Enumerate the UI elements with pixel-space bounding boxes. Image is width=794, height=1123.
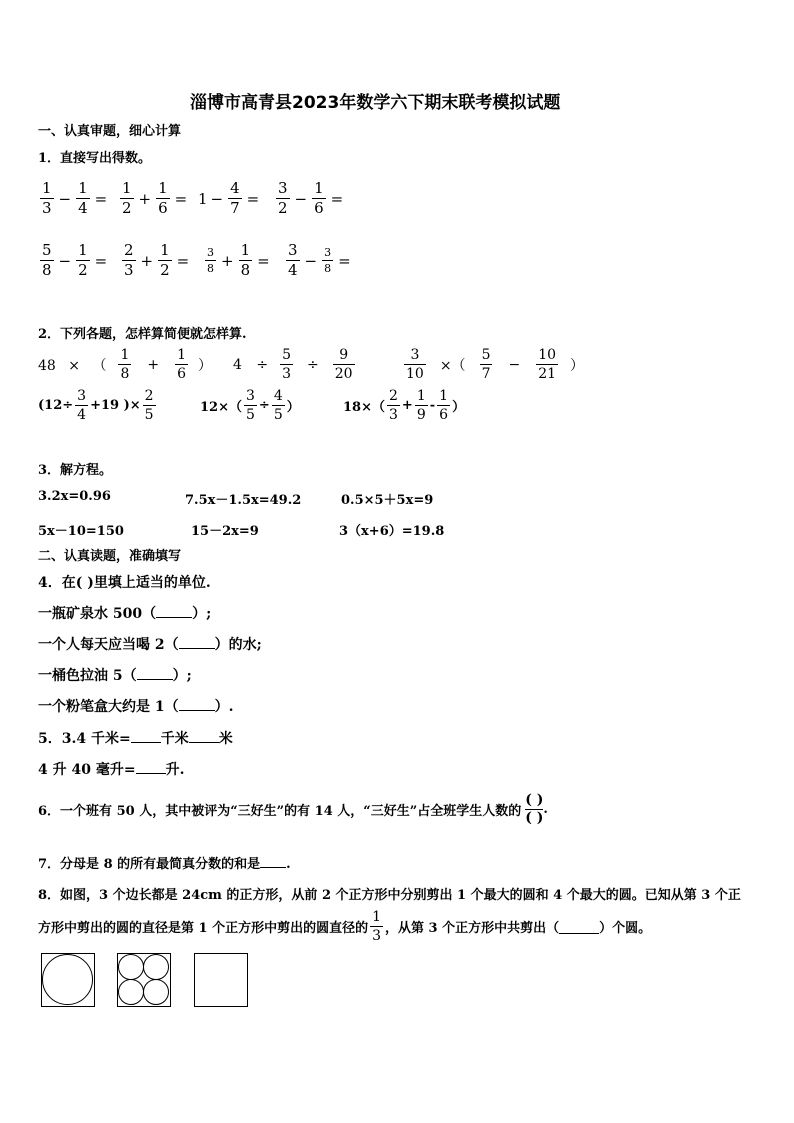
lead-number: 1 (198, 189, 208, 208)
num: 3 (288, 241, 298, 259)
q5-text: 5．3.4 千米= (38, 731, 131, 747)
den: 2 (122, 199, 132, 217)
answer-blank[interactable] (179, 697, 215, 711)
num: 1 (177, 347, 187, 363)
num: 9 (339, 347, 349, 363)
den: 6 (439, 407, 449, 423)
den: 4 (78, 199, 88, 217)
equals: = (94, 251, 108, 270)
operator: + (138, 189, 152, 208)
equals: = (174, 189, 188, 208)
equation: 5x－10=150 (38, 524, 124, 539)
operator: − (210, 189, 224, 208)
equation: 3.2x=0.96 (38, 489, 111, 504)
expr-mid: ×（ (439, 357, 466, 374)
q1-label: 1．直接写出得数。 (38, 151, 152, 166)
num: 10 (538, 347, 557, 363)
num: 1 (122, 179, 132, 197)
num: 3 (324, 246, 332, 259)
den: 8 (120, 366, 130, 382)
expr-tail: ） (198, 357, 213, 374)
num: 1 (160, 241, 170, 259)
fraction-numerator-blank: ( ) (525, 792, 544, 808)
num: 2 (124, 241, 134, 259)
num: 3 (77, 388, 87, 404)
square-four-circles (117, 953, 171, 1007)
q2-e5 (200, 389, 300, 422)
q8-text: ，从第 3 个正方形中共剪出（ (385, 921, 560, 936)
q1-r2-e4 (284, 243, 354, 278)
q4-line (38, 696, 234, 716)
line-prefix: 一瓶矿泉水 500（ (38, 606, 157, 622)
expr-lead: 18×（ (343, 400, 385, 415)
equals: = (338, 251, 351, 270)
den: 5 (273, 407, 283, 423)
q1-r2-e3 (203, 243, 273, 278)
operator: − (304, 251, 318, 270)
q7 (38, 853, 291, 872)
q2-e3 (402, 348, 584, 381)
num: 5 (42, 241, 52, 259)
den: 2 (160, 261, 170, 279)
equals: = (94, 189, 108, 208)
answer-blank[interactable] (559, 920, 599, 934)
q1-r2-e2 (120, 243, 192, 278)
num: 2 (144, 388, 154, 404)
q2-e2 (233, 348, 357, 381)
equals: = (246, 189, 260, 208)
section-2-heading: 二、认真读题，准确填写 (38, 549, 182, 564)
den: 5 (144, 407, 154, 423)
fraction-blank[interactable] (525, 792, 543, 826)
den: 4 (77, 407, 87, 423)
q5-text: 4 升 40 毫升= (38, 762, 136, 778)
operator: - (429, 398, 436, 413)
operator: + (147, 356, 160, 373)
q8-line-1: 8．如图，3 个边长都是 24cm 的正方形，从前 2 个正方形中分别剪出 1 个最大的圆和 4 个最大的圆。已知从第 3 个正 (38, 888, 741, 903)
expr-tail: ） (452, 400, 466, 415)
den: 6 (158, 199, 168, 217)
q1-r1-e4 (274, 181, 346, 216)
q6 (38, 792, 548, 826)
num: 1 (416, 388, 426, 404)
q2-e1 (38, 348, 212, 381)
equals: = (330, 189, 344, 208)
num: 3 (410, 347, 420, 363)
square-empty (194, 953, 248, 1007)
q1-r1-e2 (118, 181, 190, 216)
num: 5 (282, 347, 292, 363)
den: 4 (288, 261, 298, 279)
q1-r1-e1 (38, 181, 110, 216)
q1-r1-e3 (198, 181, 262, 216)
q8-line-2 (38, 910, 651, 943)
num: 4 (273, 388, 283, 404)
answer-blank[interactable] (137, 666, 173, 680)
den: 8 (240, 261, 251, 279)
operator: − (58, 251, 72, 270)
q7-text: 7．分母是 8 的所有最简真分数的和是 (38, 857, 261, 872)
den: 8 (42, 261, 52, 279)
line-suffix: ）; (172, 668, 192, 684)
expr-tail: ） (570, 357, 585, 374)
num: 3 (245, 388, 255, 404)
expr-lead: 48 × （ (38, 357, 107, 374)
num: 1 (240, 241, 251, 259)
q4-label: 4．在( )里填上适当的单位. (38, 575, 211, 591)
num: 3 (207, 246, 214, 259)
num: 1 (42, 179, 52, 197)
q1-r2-e1 (38, 243, 110, 278)
num: 5 (481, 347, 491, 363)
den: 5 (245, 407, 255, 423)
operator: + (140, 251, 154, 270)
line-suffix: ）的水; (214, 637, 262, 653)
square-one-circle (41, 953, 95, 1007)
num: 2 (388, 388, 398, 404)
num: 1 (314, 179, 324, 197)
den: 2 (78, 261, 88, 279)
den: 10 (406, 366, 424, 382)
line-prefix: 一个人每天应当喝 2（ (38, 637, 179, 653)
q3-label: 3．解方程。 (38, 463, 113, 478)
equals: = (257, 251, 270, 270)
q5-line-2 (38, 759, 184, 779)
q4-line (38, 634, 262, 654)
operator: − (58, 189, 72, 208)
line-prefix: 一桶色拉油 5（ (38, 668, 137, 684)
answer-blank[interactable] (131, 729, 161, 743)
expr-lead: (12÷ (38, 398, 74, 413)
den: 7 (230, 199, 240, 217)
q4-line (38, 665, 192, 685)
large-circle (42, 954, 93, 1005)
q4-line (38, 603, 211, 623)
q5-unit: 千米 (160, 731, 189, 747)
small-circle (118, 979, 144, 1005)
line-prefix: 一个粉笔盒大约是 1（ (38, 699, 179, 715)
page-title: 淄博市高青县2023年数学六下期末联考模拟试题 (190, 93, 561, 113)
section-1-heading: 一、认真审题，细心计算 (38, 124, 182, 139)
den: 3 (42, 199, 52, 217)
num: 4 (230, 179, 240, 197)
line-suffix: ）; (192, 606, 212, 622)
den: 6 (177, 366, 187, 382)
num: 3 (278, 179, 288, 197)
den: 9 (416, 407, 426, 423)
den: 21 (538, 366, 557, 382)
expr-lead: 4 ÷ (233, 356, 269, 373)
den: 6 (314, 199, 324, 217)
den: 3 (388, 407, 398, 423)
q6-text: 6．一个班有 50 人，其中被评为“三好生”的有 14 人，“三好生”占全班学生人数的 (38, 803, 522, 819)
q2-e4 (38, 389, 158, 422)
expr-lead: 12×（ (200, 400, 242, 415)
den: 3 (124, 261, 134, 279)
answer-blank[interactable] (136, 760, 166, 774)
den: 2 (278, 199, 288, 217)
num: 1 (120, 347, 130, 363)
num: 1 (78, 179, 88, 197)
expr-mid: +19 )× (90, 398, 141, 413)
num: 1 (78, 241, 88, 259)
num: 1 (372, 909, 382, 925)
operator: + (221, 251, 234, 270)
q7-end: . (286, 857, 291, 872)
equation: 0.5×5＋5x=9 (341, 493, 434, 508)
operator: ÷ (258, 398, 270, 413)
q5-unit: 米 (218, 731, 233, 747)
operator: + (401, 398, 413, 413)
answer-blank[interactable] (189, 729, 219, 743)
answer-blank[interactable] (260, 854, 286, 868)
equation: 7.5x－1.5x=49.2 (185, 493, 302, 508)
equals: = (176, 251, 190, 270)
den: 8 (207, 262, 214, 275)
den: 3 (282, 366, 292, 382)
num: 1 (439, 388, 449, 404)
equation: 15－2x=9 (191, 524, 259, 539)
expr-tail: ） (286, 400, 300, 415)
den: 7 (481, 366, 491, 382)
q8-text: 方形中剪出的圆的直径是第 1 个正方形中剪出的圆直径的 (38, 921, 369, 936)
operator: − (294, 189, 308, 208)
answer-blank[interactable] (179, 635, 215, 649)
small-circle (143, 979, 169, 1005)
q5-unit: 升. (165, 762, 185, 778)
den: 20 (334, 366, 353, 382)
operator: − (508, 356, 521, 373)
q6-end: . (543, 801, 548, 817)
num: 1 (158, 179, 168, 197)
q5-line-1 (38, 728, 233, 748)
operator: ÷ (307, 356, 319, 373)
q2-label: 2．下列各题，怎样算简便就怎样算. (38, 327, 247, 342)
den: 3 (372, 928, 382, 944)
fraction-denominator-blank: ( ) (525, 810, 544, 826)
den: 8 (324, 262, 332, 275)
q2-e6 (343, 389, 465, 422)
line-suffix: ）. (214, 699, 234, 715)
small-circle (118, 954, 144, 980)
q8-text: ）个圆。 (599, 921, 652, 936)
answer-blank[interactable] (156, 604, 192, 618)
equation: 3（x+6）=19.8 (339, 524, 445, 539)
small-circle (143, 954, 169, 980)
